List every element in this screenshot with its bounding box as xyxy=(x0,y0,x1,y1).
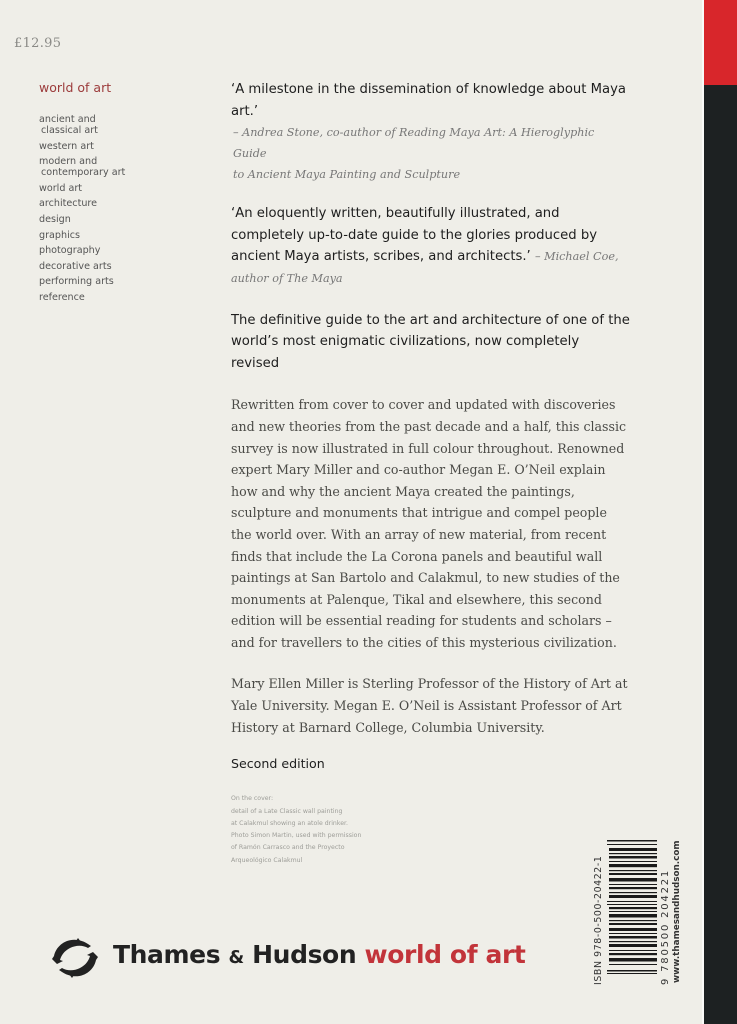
category-item: performing arts xyxy=(39,276,114,288)
authors-bio: Mary Ellen Miller is Sterling Professor of the History of Art at Yale University. Megan E. O’Neil is Assistant Professor of Art History at Barnard College, Columbia University. xyxy=(231,676,628,735)
category-item: architecture xyxy=(39,198,98,210)
quote-1-attribution: – Andrea Stone, co-author of Reading Maya Art: A Hieroglyphic Guide to Ancient Maya Painting and Sculpture xyxy=(233,126,595,182)
barcode-digits: 9 780500 204221 xyxy=(660,868,671,985)
category-list xyxy=(39,114,149,308)
cover-credit: On the cover: detail of a Late Classic wall painting at Calakmul showing an atole drinker. Photo Simon Martin, used with permission of Ramón Carrasco and the Proyecto Arqueológico Calakmul xyxy=(231,795,362,864)
edition-label: Second edition xyxy=(231,756,325,772)
publisher-url: www.thamesandhudson.com xyxy=(672,840,682,983)
isbn-label: ISBN 978-0-500-20422-1 xyxy=(593,855,604,985)
spine xyxy=(704,0,737,1024)
category-item: western art xyxy=(39,140,94,152)
category-item: decorative arts xyxy=(39,260,112,272)
category-item: graphics xyxy=(39,229,81,241)
description: Rewritten from cover to cover and updated with discoveries and new theories from the past decade and a half, this classic survey is now illustrated in full colour throughout. Renowned expert Mary Miller and co-author Megan E. O’Neil explain how and why the ancient Maya created the paintings, sculpture and monuments that intrigue and compel people the world over. With an array of new material, from recent finds that include the La Corona panels and beautiful wall paintings at San Bartolo and Calakmul, to new studies of the monuments at Palenque, Tikal and elsewhere, this second edition will be essential reading for students and scholars – and for travellers to the cities of this mysterious civilization. xyxy=(231,397,627,650)
quote-2: ‘An eloquently written, beautifully illustrated, and completely up-to-date guide to the glories produced by ancient Maya artists, scribes, and architects.’ – Michael Coe, author of The Maya xyxy=(231,206,619,285)
spine-red-band xyxy=(704,0,737,85)
dolphins-logo-icon xyxy=(48,934,102,982)
barcode xyxy=(607,840,657,975)
category-item: design xyxy=(39,213,71,225)
category-item: world art xyxy=(39,182,83,194)
category-item: reference xyxy=(39,291,85,303)
price-label: £12.95 xyxy=(14,36,62,51)
category-item: ancient and classical art xyxy=(39,114,98,136)
quote-2-attribution: – Michael Coe, author of The Maya xyxy=(231,250,619,285)
category-item: modern and contemporary art xyxy=(39,156,126,179)
tagline: The definitive guide to the art and architecture of one of the world’s most enigmatic civilizations, now completely revised xyxy=(231,312,630,371)
category-item: photography xyxy=(39,245,101,257)
main-text xyxy=(231,79,631,867)
series-title: world of art xyxy=(39,80,112,95)
quote-1: ‘A milestone in the dissemination of knowledge about Maya art.’ xyxy=(231,82,626,119)
publisher-brand: Thames & Hudson world of art xyxy=(113,940,526,969)
